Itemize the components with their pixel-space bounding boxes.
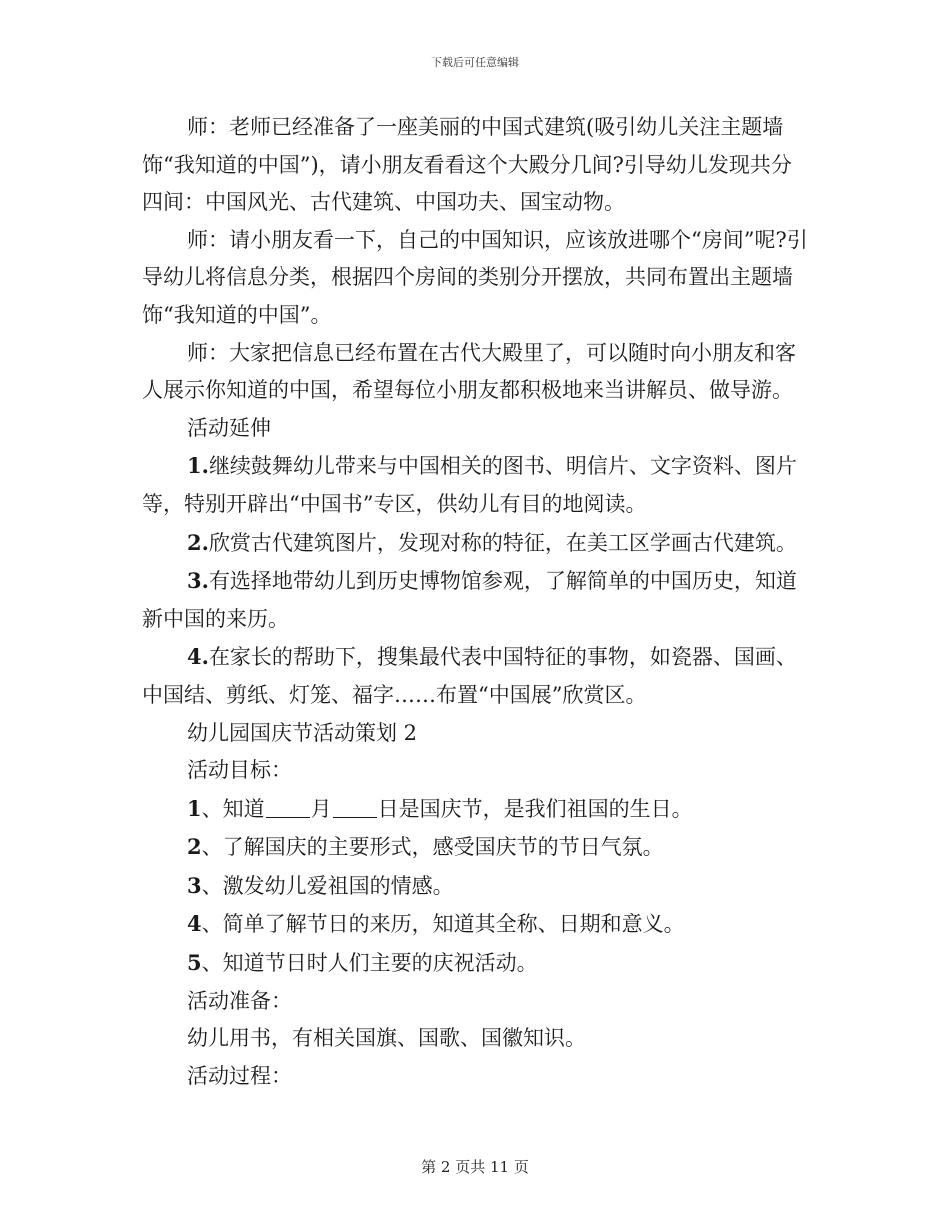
extension-item-text: 欣赏古代建筑图片，发现对称的特征，在美工区学画古代建筑。: [208, 530, 797, 555]
document-body: [142, 109, 812, 1095]
plan-2-title: 幼儿园国庆节活动策划 2: [187, 720, 418, 745]
paragraph-teacher-3: 师：大家把信息已经布置在古代大殿里了，可以随时向小朋友和客人展示你知道的中国，希望每位小朋友都积极地来当讲解员、做导游。: [142, 340, 796, 403]
extension-item-text: 有选择地带幼儿到历史博物馆参观，了解简单的中国历史，知道新中国的来历。: [142, 569, 797, 631]
extension-item-number: 4.: [187, 644, 209, 670]
goal-item-3: [142, 867, 812, 906]
extension-item-number: 1.: [187, 453, 209, 479]
extension-item-1: [142, 447, 812, 523]
goal-item-4: [142, 905, 812, 944]
section-title-preparation: 活动准备：: [187, 988, 292, 1013]
goal-number: 2: [187, 834, 202, 860]
extension-item-number: 3.: [187, 568, 209, 594]
page-header: 下载后可任意编辑: [431, 56, 519, 69]
extension-item-2: [142, 524, 812, 563]
goal-number: 5: [187, 950, 202, 976]
section-title-process: 活动过程：: [187, 1063, 292, 1088]
goal-text: 、知道节日时人们主要的庆祝活动。: [201, 951, 538, 976]
paragraph-teacher-1: 师：老师已经准备了一座美丽的中国式建筑(吸引幼儿关注主题墙饰“我知道的中国”)，请小朋友看看这个大殿分几间?引导幼儿发现共分四间：中国风光、古代建筑、中国功夫、国宝动物。: [142, 115, 792, 215]
goal-number: 4: [187, 911, 202, 937]
extension-item-text: 继续鼓舞幼儿带来与中国相关的图书、明信片、文字资料、图片等，特别开辟出“中国书”专区，供幼儿有目的地阅读。: [142, 454, 797, 516]
blank-line: [266, 797, 310, 818]
goal-item-5: [142, 944, 812, 983]
goal-text: 、简单了解节日的来历，知道其全称、日期和意义。: [201, 912, 685, 937]
goal-item-2: [142, 828, 812, 867]
goal-text-part: 、知道: [201, 796, 265, 821]
section-title-goals: 活动目标：: [187, 758, 292, 783]
goal-text: 、了解国庆的主要形式，感受国庆节的节日气氛。: [201, 835, 664, 860]
goal-text-part: 月: [310, 796, 332, 821]
extension-item-text: 在家长的帮助下，搜集最代表中国特征的事物，如瓷器、国画、中国结、剪纸、灯笼、福字……布置“中国展”欣赏区。: [142, 645, 797, 707]
preparation-text: 幼儿用书，有相关国旗、国歌、国徽知识。: [187, 1026, 586, 1051]
extension-item-4: [142, 638, 812, 714]
goal-text: 、激发幼儿爱祖国的情感。: [201, 873, 454, 898]
goal-number: 1: [187, 795, 202, 821]
goal-number: 3: [187, 872, 202, 898]
section-title-extension: 活动延伸: [187, 415, 271, 440]
page-footer: 第 2 页共 11 页: [421, 1158, 529, 1176]
blank-line: [333, 797, 377, 818]
extension-item-number: 2.: [187, 529, 209, 555]
paragraph-teacher-2: 师：请小朋友看一下，自己的中国知识，应该放进哪个“房间”呢?引导幼儿将信息分类，根据四个房间的类别分开摆放，共同布置出主题墙饰“我知道的中国”。: [142, 227, 808, 327]
goal-text-part: 日是国庆节，是我们祖国的生日。: [377, 796, 693, 821]
extension-item-3: [142, 562, 812, 638]
goal-item-1: [142, 790, 812, 829]
